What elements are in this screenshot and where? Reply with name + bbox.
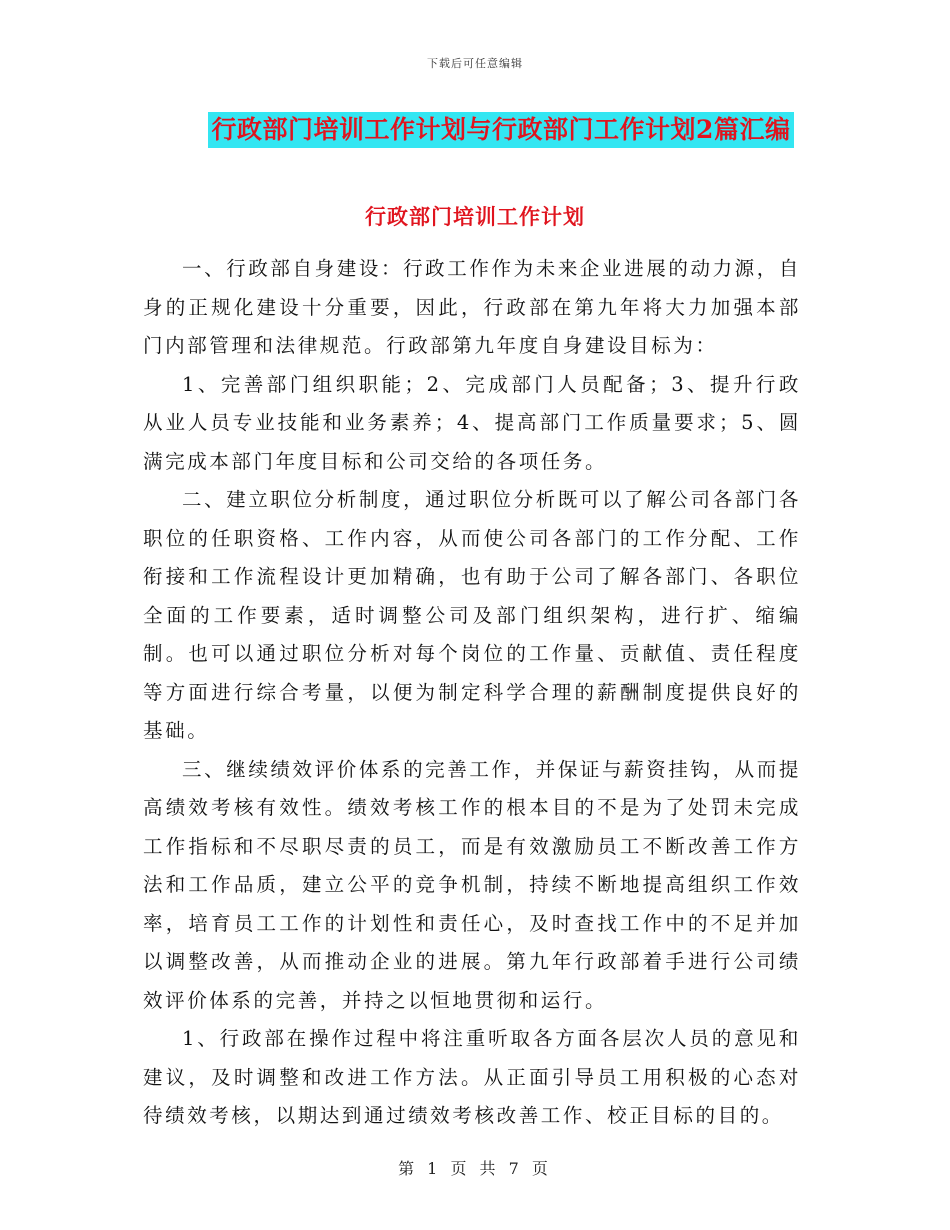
paragraph: 三、继续绩效评价体系的完善工作，并保证与薪资挂钩，从而提高绩效考核有效性。绩效考核工作的根本目的不是为了处罚未完成工作指标和不尽职尽责的员工，而是有效激励员工不断改善工作方法和工作品质，建立公平的竞争机制，持续不断地提高组织工作效率，培育员工工作的计划性和责任心，及时查找工作中的不足并加以调整改善，从而推动企业的进展。第九年行政部着手进行公司绩效评价体系的完善，并持之以恒地贯彻和运行。 — [143, 757, 801, 1012]
document-title — [0, 112, 950, 148]
section-title: 行政部门培训工作计划 — [365, 204, 585, 229]
page-header-note: 下载后可任意编辑 — [427, 57, 523, 70]
document-title-text: 行政部门培训工作计划与行政部门工作计划2篇汇编 — [208, 112, 795, 148]
document-body — [143, 250, 801, 1136]
page-number: 第 1 页 共 7 页 — [398, 1159, 552, 1178]
paragraph: 1、行政部在操作过程中将注重听取各方面各层次人员的意见和建议，及时调整和改进工作方法。从正面引导员工用积极的心态对待绩效考核，以期达到通过绩效考核改善工作、校正目标的目的。 — [143, 1027, 801, 1127]
paragraph: 一、行政部自身建设：行政工作作为未来企业进展的动力源，自身的正规化建设十分重要，因此，行政部在第九年将大力加强本部门内部管理和法律规范。行政部第九年度自身建设目标为： — [143, 257, 801, 357]
paragraph: 二、建立职位分析制度，通过职位分析既可以了解公司各部门各职位的任职资格、工作内容，从而使公司各部门的工作分配、工作衔接和工作流程设计更加精确，也有助于公司了解各部门、各职位全面的工作要素，适时调整公司及部门组织架构，进行扩、缩编制。也可以通过职位分析对每个岗位的工作量、贡献值、责任程度等方面进行综合考量，以便为制定科学合理的薪酬制度提供良好的基础。 — [143, 488, 801, 742]
paragraph: 1、完善部门组织职能；2、完成部门人员配备；3、提升行政从业人员专业技能和业务素养；4、提高部门工作质量要求；5、圆满完成本部门年度目标和公司交给的各项任务。 — [143, 372, 801, 473]
